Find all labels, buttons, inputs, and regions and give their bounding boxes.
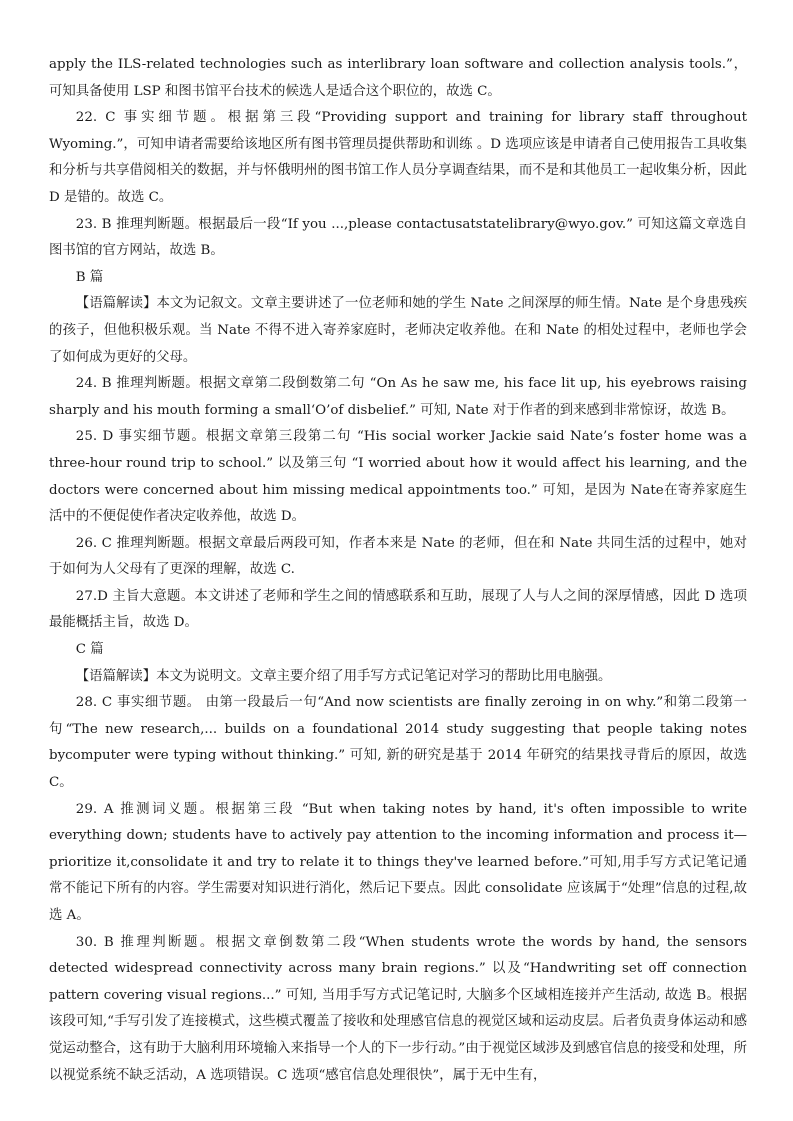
document-page [49, 52, 747, 1089]
answer-paragraph-22: 22. C 事实细节题。根据第三段“Providing support and training for library staff throughout Wyoming.”，可知申请者需要给该地区所有图书管理员提供帮助和训练 。D 选项应该是申请者自己使用报告工具收集和分析与共享借阅相关的数据，并与怀俄明州的图书馆工作人员分享调查结果，而不是和其他员工一起收集分析，因此 D 是错的。故选 C。 [49, 110, 747, 205]
passage-c-reading-note: 【语篇解读】本文为说明文。文章主要介绍了用手写方式记笔记对学习的帮助比用电脑强。 [75, 668, 612, 684]
answer-paragraph-21-continued: apply the ILS-related technologies such as interlibrary loan software and collection analysis tools.”，可知具备使用 LSP 和图书馆平台技术的候选人是适合这个职位的，故选 C。 [49, 57, 747, 99]
answer-paragraph-27: 27.D 主旨大意题。本文讲述了老师和学生之间的情感联系和互助，展现了人与人之间的深厚情感，因此 D 选项最能概括主旨，故选 D。 [49, 588, 747, 631]
answer-paragraph-24: 24. B 推理判断题。根据文章第二段倒数第二句 “On As he saw me, his face lit up, his eyebrows raising sharply and his mouth forming a small‘O’of disbelief.” 可知, Nate 对于作者的到来感到非常惊讶，故选 B。 [49, 376, 747, 418]
answer-paragraph-29: 29. A 推测词义题。根据第三段 “But when taking notes by hand, it's often impossible to write everything down; students have to actively pay attention to the incoming information and process it—prioritize it,consolidate it and try to relate it to things they've learned before.”可知,用手写方式记笔记通常不能记下所有的内容。学生需要对知识进行消化，然后记下要点。因此 consolidate 应该属于“处理”信息的过程,故选 A。 [49, 801, 747, 923]
passage-b-reading-note: 【语篇解读】本文为记叙文。文章主要讲述了一位老师和她的学生 Nate 之间深厚的师生情。Nate 是个身患残疾的孩子，但他积极乐观。当 Nate 不得不进入寄养家庭时，老师决定收养他。在和 Nate 的相处过程中，老师也学会了如何成为更好的父母。 [49, 296, 747, 365]
answer-paragraph-25: 25. D 事实细节题。根据文章第三段第二句 “His social worker Jackie said Nate’s foster home was a three-hour round trip to school.” 以及第三句 “I worried about how it would affect his learning, and the doctors were concerned about him missing medical appointments too.” 可知，是因为 Nate在寄养家庭生活中的不便促使作者决定收养他，故选 D。 [49, 429, 747, 525]
answer-paragraph-23: 23. B 推理判断题。根据最后一段“If you ...,please contactusatstatelibrary@wyo.gov.” 可知这篇文章选自图书馆的官方网站，故选 B。 [49, 216, 747, 259]
section-heading-b: B 篇 [75, 269, 104, 285]
answer-paragraph-26: 26. C 推理判断题。根据文章最后两段可知，作者本来是 Nate 的老师，但在和 Nate 共同生活的过程中，她对于如何为人父母有了更深的理解，故选 C. [49, 535, 747, 578]
answer-paragraph-30: 30. B 推理判断题。根据文章倒数第二段“When students wrote the words by hand, the sensors detected widespread connectivity across many brain regions.” 以及“Handwriting set off connection pattern covering visual regions...” 可知, 当用手写方式记笔记时, 大脑多个区域相连接并产生活动, 故选 B。根据该段可知,“手写引发了连接模式，这些模式覆盖了接收和处理感官信息的视觉区域和运动皮层。后者负责身体运动和感觉运动整合，这有助于大脑利用环境输入来指导一个人的下一步行动。”由于视觉区域涉及到感官信息的接受和处理，所以视觉系统不缺乏活动，A 选项错误。C 选项“感官信息处理很快”，属于无中生有， [49, 934, 747, 1083]
section-heading-c: C 篇 [75, 642, 104, 658]
answer-paragraph-28: 28. C 事实细节题。 由第一段最后一句“And now scientists are finally zeroing in on why.”和第二段第一句“The new research,... builds on a foundational 2014 study suggesting that people taking notes bycomputer were typing without thinking.” 可知, 新的研究是基于 2014 年研究的结果找寻背后的原因，故选 C。 [49, 695, 747, 791]
